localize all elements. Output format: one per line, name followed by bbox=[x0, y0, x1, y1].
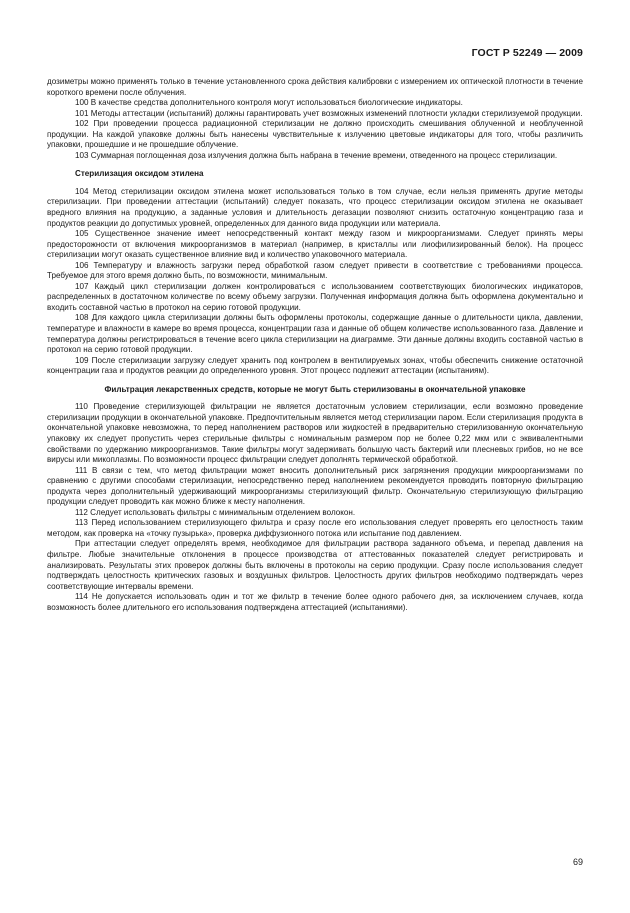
page-number: 69 bbox=[572, 857, 583, 867]
paragraph-114: 114 Не допускается использовать один и тот же фильтр в течение более одного рабочего дня, за исключением случаев, когда возможность более длительного его использования подтверждена аттестацией (испытаниями). bbox=[47, 592, 583, 612]
document-body bbox=[47, 77, 583, 613]
paragraph-100: 100 В качестве средства дополнительного контроля могут использоваться биологические индикаторы. bbox=[75, 98, 463, 108]
section-title-ethylene-oxide: Стерилизация оксидом этилена bbox=[75, 169, 204, 179]
paragraph-105: 105 Существенное значение имеет непосредственный контакт между газом и микроорганизмами. Следует принять меры предосторожности от включения микроорганизмов в материал (например, в кристаллы или лиофилизированный белок). На процесс стерилизации могут оказать существенное влияние вид и количество упаковочного материала. bbox=[47, 229, 583, 260]
paragraph-continuation: дозиметры можно применять только в течение установленного срока действия калибровки с измерением их оптической плотности в течение короткого времени после облучения. bbox=[47, 77, 583, 97]
paragraph-104: 104 Метод стерилизации оксидом этилена может использоваться только в том случае, если нельзя применять другие методы стерилизации. При проведении аттестации (испытаний) следует показать, что процесс стерилизации оксидом этилена не оказывает вредного влияния на продукцию, а заданные условия и длительность дегазации позволяют снизить остаточную концентрацию газа и продуктов реакции до допустимых уровней, определенных для данного вида продукции или материала. bbox=[47, 186, 583, 228]
paragraph-110: 110 Проведение стерилизующей фильтрации не является достаточным условием стерилизации, если возможно проведение стерилизации продукции в окончательной упаковке. Предпочтительным является метод стерилизации паром. Если стерилизация продукта в окончательной упаковке невозможна, то перед наполнением растворов или жидкостей в предварительно стерилизованную окончательную упаковку их следует пропустить через стерильные фильтры с номинальным размером пор не более 0,22 мкм или с эквивалентными свойствами по удержанию микроорганизмов. Такие фильтры могут задерживать большую часть бактерий или плесневых грибов, но не все вирусы или микоплазмы. По возможности процесс фильтрации следует дополнять термической обработкой. bbox=[47, 402, 583, 465]
section-title-filtration: Фильтрация лекарственных средств, которые не могут быть стерилизованы в окончательной упаковке bbox=[104, 384, 526, 394]
paragraph-101: 101 Методы аттестации (испытаний) должны гарантировать учет возможных изменений плотности укладки стерилизуемой продукции. bbox=[75, 108, 583, 118]
paragraph-106: 106 Температуру и влажность загрузки перед обработкой газом следует привести в соответствие с требованиями процесса. Требуемое для этого время должно быть, по возможности, минимальным. bbox=[47, 260, 583, 281]
standard-header: ГОСТ Р 52249 — 2009 bbox=[471, 47, 583, 59]
paragraph-108: 108 Для каждого цикла стерилизации должны быть оформлены протоколы, содержащие данные о длительности цикла, давлении, температуре и влажности в камере во время процесса, концентрации газа и данные об общем количестве использованного газа. Давление и температура должны регистрироваться в течение всего цикла стерилизации на диаграмме. Эти данные должны входить составной частью в протокол на серию готовой продукции. bbox=[47, 313, 583, 355]
paragraph-113: 113 Перед использованием стерилизующего фильтра и сразу после его использования следует проверять его целостность таким методом, как проверка на «точку пузырька», проверка диффузионного потока или испытание под давлением. bbox=[47, 518, 583, 538]
paragraph-109: 109 После стерилизации загрузку следует хранить под контролем в вентилируемых зонах, чтобы обеспечить снижение остаточной концентрации газа и продуктов реакции до определенного уровня. Этот процесс подлежит аттестации (испытаниям). bbox=[47, 355, 583, 376]
paragraph-112: 112 Следует использовать фильтры с минимальным отделением волокон. bbox=[75, 507, 356, 517]
paragraph-111: 111 В связи с тем, что метод фильтрации может вносить дополнительный риск загрязнения продукции микроорганизмами по сравнению с другими способами стерилизации, непосредственно перед наполнением рекомендуется проводить повторную фильтрацию продукта через дополнительный удерживающий микроорганизмы стерилизующий фильтр. Окончательную стерилизующую фильтрацию продукции следует проводить как можно ближе к месту наполнения. bbox=[47, 465, 583, 507]
paragraph-102: 102 При проведении процесса радиационной стерилизации не должно происходить смешивания облученной и необлученной продукции. На каждой упаковке должны быть нанесены чувствительные к излучению цветовые индикаторы для того, чтобы различить упаковки, прошедшие и не прошедшие облучение. bbox=[47, 119, 583, 150]
paragraph-103: 103 Суммарная поглощенная доза излучения должна быть набрана в течение времени, отведенного на процесс стерилизации. bbox=[75, 150, 558, 160]
paragraph-113-validation: При аттестации следует определять время, необходимое для фильтрации раствора заданного объема, и перепад давления на фильтре. Любые значительные отклонения в процессе производства от аттестованных показателей следует регистрировать и анализировать. Результаты этих проверок должны быть включены в протоколы на серию продукции. Сразу после использования следует подтверждать целостность критических газовых и воздушных фильтров. Целостность других фильтров необходимо подтверждать через соответствующие интервалы времени. bbox=[47, 539, 583, 591]
paragraph-107: 107 Каждый цикл стерилизации должен контролироваться с использованием соответствующих биологических индикаторов, распределенных в достаточном количестве по всему объему загрузки. Полученная информация должна быть оформлена документально и входить составной частью в протокол на серию готовой продукции. bbox=[47, 281, 583, 312]
